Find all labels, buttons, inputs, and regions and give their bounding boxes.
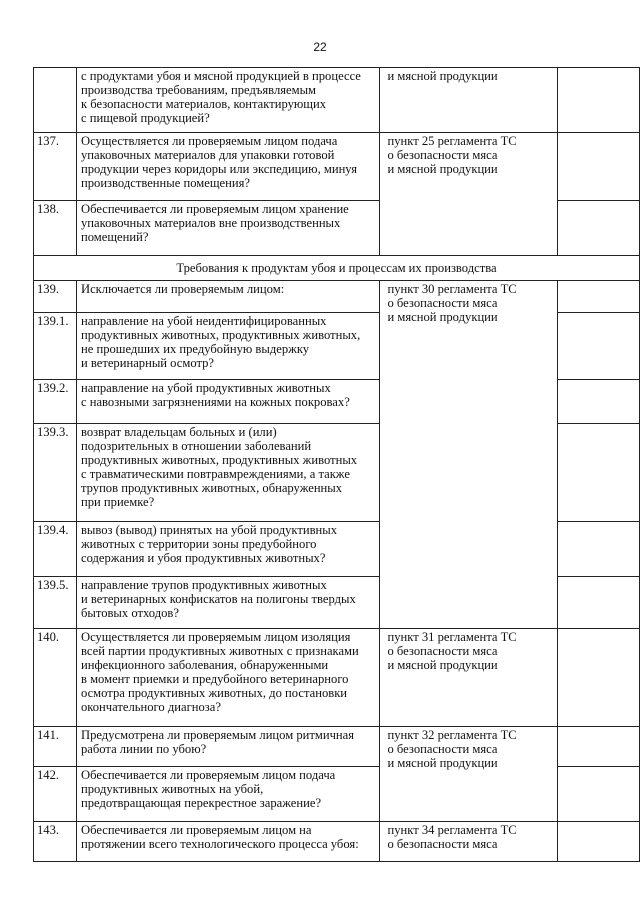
row-number: 141. bbox=[34, 727, 77, 767]
question-text: направление на убой продуктивных животных с навозными загрязнениями на кожных покровах? bbox=[76, 380, 380, 424]
question-text: Обеспечивается ли проверяемым лицом хранение упаковочных материалов вне производственных помещений? bbox=[76, 201, 380, 256]
question-text: Предусмотрена ли проверяемым лицом ритмичная работа линии по убою? bbox=[76, 727, 380, 767]
answer-cell[interactable] bbox=[558, 767, 640, 822]
table-row bbox=[34, 68, 640, 133]
table-row bbox=[34, 822, 640, 862]
table-row bbox=[34, 281, 640, 313]
answer-cell[interactable] bbox=[558, 313, 640, 380]
row-number: 139.5. bbox=[34, 577, 77, 629]
row-number: 138. bbox=[34, 201, 77, 256]
page-number: 22 bbox=[313, 40, 327, 54]
row-number: 139.3. bbox=[34, 424, 77, 522]
answer-cell[interactable] bbox=[558, 577, 640, 629]
table-row bbox=[34, 727, 640, 767]
answer-cell[interactable] bbox=[558, 629, 640, 727]
reference-text: пункт 31 регламента ТС о безопасности мяса и мясной продукции bbox=[380, 629, 558, 727]
table-row bbox=[34, 133, 640, 201]
reference-text: пункт 25 регламента ТС о безопасности мяса и мясной продукции bbox=[380, 133, 558, 256]
row-number: 137. bbox=[34, 133, 77, 201]
table-row bbox=[34, 629, 640, 727]
row-number: 139.1. bbox=[34, 313, 77, 380]
checklist-table bbox=[33, 67, 640, 862]
question-text: с продуктами убоя и мясной продукцией в процессе производства требованиям, предъявляемым к безопасности материалов, контактирующих с пищевой продукцией? bbox=[76, 68, 380, 133]
question-text: Осуществляется ли проверяемым лицом подача упаковочных материалов для упаковки готовой продукции через коридоры или экспедицию, минуя производственные помещения? bbox=[76, 133, 380, 201]
question-text: направление трупов продуктивных животных и ветеринарных конфискатов на полигоны твердых бытовых отходов? bbox=[76, 577, 380, 629]
row-number: 142. bbox=[34, 767, 77, 822]
row-number bbox=[34, 68, 77, 133]
answer-cell[interactable] bbox=[558, 522, 640, 577]
question-text: Осуществляется ли проверяемым лицом изоляция всей партии продуктивных животных с признаками инфекционного заболевания, обнаруженными в момент приемки и предубойного ветеринарного осмотра продуктивных животных, до постановки окончательного диагноза? bbox=[76, 629, 380, 727]
answer-cell[interactable] bbox=[558, 727, 640, 767]
question-text: вывоз (вывод) принятых на убой продуктивных животных с территории зоны предубойного содержания и убоя продуктивных животных? bbox=[76, 522, 380, 577]
answer-cell[interactable] bbox=[558, 822, 640, 862]
question-text: Обеспечивается ли проверяемым лицом подача продуктивных животных на убой, предотвращающая перекрестное заражение? bbox=[76, 767, 380, 822]
section-row bbox=[34, 256, 640, 281]
answer-cell[interactable] bbox=[558, 201, 640, 256]
answer-cell[interactable] bbox=[558, 424, 640, 522]
reference-text: и мясной продукции bbox=[380, 68, 558, 133]
answer-cell[interactable] bbox=[558, 380, 640, 424]
reference-text: пункт 34 регламента ТС о безопасности мяса bbox=[380, 822, 558, 862]
row-number: 139. bbox=[34, 281, 77, 313]
answer-cell[interactable] bbox=[558, 133, 640, 201]
row-number: 143. bbox=[34, 822, 77, 862]
reference-text: пункт 32 регламента ТС о безопасности мяса и мясной продукции bbox=[380, 727, 558, 822]
question-text: Исключается ли проверяемым лицом: bbox=[76, 281, 380, 313]
question-text: Обеспечивается ли проверяемым лицом на протяжении всего технологического процесса убоя: bbox=[76, 822, 380, 862]
row-number: 139.4. bbox=[34, 522, 77, 577]
row-number: 140. bbox=[34, 629, 77, 727]
section-header: Требования к продуктам убоя и процессам их производства bbox=[34, 256, 640, 281]
answer-cell[interactable] bbox=[558, 68, 640, 133]
row-number: 139.2. bbox=[34, 380, 77, 424]
answer-cell[interactable] bbox=[558, 281, 640, 313]
question-text: возврат владельцам больных и (или) подозрительных в отношении заболеваний продуктивных животных, продуктивных животных с травматическими повтравмреждениями, а также трупов продуктивных животных, обнаруженных при приемке? bbox=[76, 424, 380, 522]
reference-text: пункт 30 регламента ТС о безопасности мяса и мясной продукции bbox=[380, 281, 558, 629]
question-text: направление на убой неидентифицированных продуктивных животных, продуктивных животных, не прошедших их предубойную выдержку и ветеринарный осмотр? bbox=[76, 313, 380, 380]
